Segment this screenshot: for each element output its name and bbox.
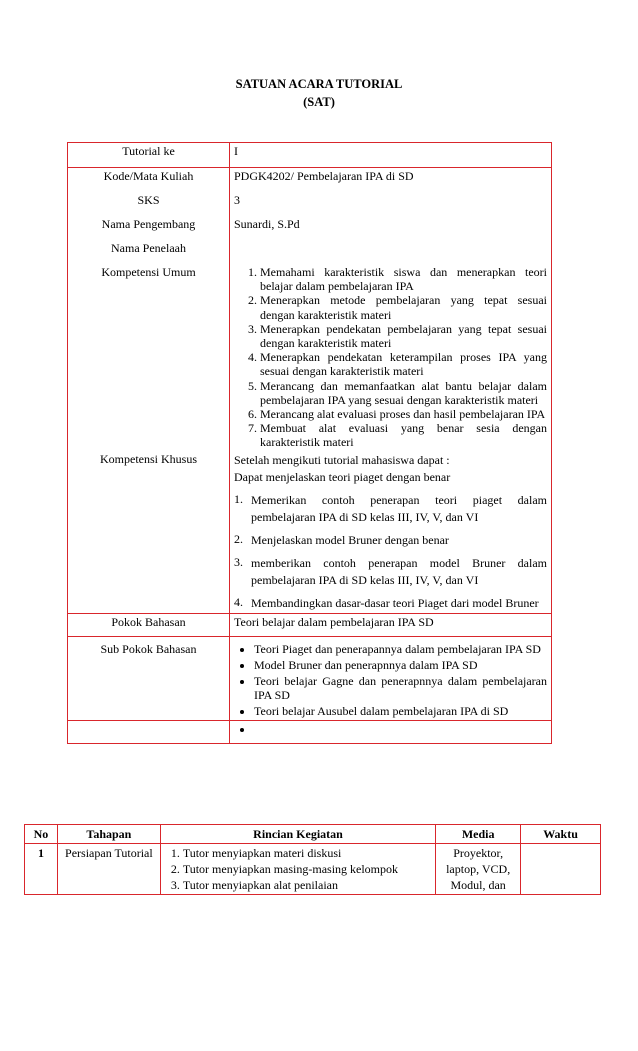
rincian-item: 1. Tutor menyiapkan materi diskusi xyxy=(183,845,431,861)
empty-bullet-cell xyxy=(230,720,552,743)
kompetensi-umum-item: 1. Memahami karakteristik siswa dan menerapkan teori belajar dalam pembelajaran IPA xyxy=(260,265,547,293)
row-rincian xyxy=(160,844,435,895)
item-text: Menjelaskan model Bruner dengan benar xyxy=(251,532,449,547)
empty-bullet-list xyxy=(234,722,547,736)
row-no: 1 xyxy=(25,844,58,895)
rincian-item: 2. Tutor menyiapkan masing-masing kelompok xyxy=(183,861,431,877)
kompetensi-khusus-item xyxy=(234,555,547,589)
empty-label-cell xyxy=(68,720,230,743)
row-sub-pokok-bahasan xyxy=(68,636,552,720)
pengembang-value: Sunardi, S.Pd xyxy=(230,216,552,240)
item-text: Membandingkan dasar-dasar teori Piaget dari model Bruner xyxy=(251,595,539,610)
row-tutorial xyxy=(68,143,552,168)
sks-value: 3 xyxy=(230,192,552,216)
header-waktu: Waktu xyxy=(521,825,601,844)
sub-pokok-bahasan-content xyxy=(230,636,552,720)
kompetensi-khusus-item xyxy=(234,532,547,549)
kompetensi-umum-item: 2. Menerapkan metode pembelajaran yang tepat sesuai dengan karakteristik materi xyxy=(260,293,547,321)
item-number: 2. xyxy=(234,531,243,546)
item-number: 3. xyxy=(234,554,243,569)
activity-steps-table xyxy=(24,824,601,895)
row-penelaah xyxy=(68,240,552,264)
row-pengembang xyxy=(68,216,552,240)
row-empty xyxy=(68,720,552,743)
sks-label: SKS xyxy=(68,192,230,216)
empty-bullet xyxy=(254,722,547,736)
tutorial-value: I xyxy=(230,143,552,168)
tutorial-label: Tutorial ke xyxy=(68,143,230,168)
document-subtitle: (SAT) xyxy=(303,95,335,109)
row-pokok-bahasan xyxy=(68,613,552,636)
sub-pokok-bahasan-label: Sub Pokok Bahasan xyxy=(68,636,230,720)
kompetensi-khusus-item xyxy=(234,595,547,612)
row-kompetensi-umum xyxy=(68,264,552,451)
row-kode xyxy=(68,168,552,193)
header-tahapan: Tahapan xyxy=(57,825,160,844)
rincian-item: 3. Tutor menyiapkan alat penilaian xyxy=(183,877,431,893)
kompetensi-khusus-intro: Setelah mengikuti tutorial mahasiswa dapat : xyxy=(234,452,450,467)
rincian-list xyxy=(165,845,431,893)
penelaah-value xyxy=(230,240,552,264)
row-sks xyxy=(68,192,552,216)
item-text: memberikan contoh penerapan model Bruner dalam pembelajaran IPA di SD kelas III, IV, V, dan VI xyxy=(251,555,547,587)
kompetensi-umum-item: 7. Membuat alat evaluasi yang benar sesia dengan karakteristik materi xyxy=(260,421,547,449)
sub-pokok-item: • Model Bruner dan penerapnnya dalam IPA SD xyxy=(254,658,547,672)
header-rincian: Rincian Kegiatan xyxy=(160,825,435,844)
kompetensi-umum-item: 3. Menerapkan pendekatan pembelajaran yang tepat sesuai dengan karakteristik materi xyxy=(260,322,547,350)
document-title: SATUAN ACARA TUTORIAL xyxy=(235,77,403,91)
kompetensi-umum-list xyxy=(234,265,547,450)
kompetensi-umum-content xyxy=(230,264,552,451)
sub-pokok-item: • Teori belajar Gagne dan penerapnnya dalam pembelajaran IPA SD xyxy=(254,674,547,702)
kompetensi-umum-item: 4. Menerapkan pendekatan keterampilan proses IPA yang sesuai dengan karakteristik materi xyxy=(260,350,547,378)
item-number: 4. xyxy=(234,594,243,609)
pengembang-label: Nama Pengembang xyxy=(68,216,230,240)
sub-pokok-item: • Teori belajar Ausubel dalam pembelajaran IPA di SD xyxy=(254,704,547,718)
kompetensi-khusus-item xyxy=(234,492,547,526)
row-waktu xyxy=(521,844,601,895)
kompetensi-khusus-intro-2: Dapat menjelaskan teori piaget dengan benar xyxy=(234,469,451,484)
table-row xyxy=(25,844,601,895)
sat-info-table xyxy=(67,142,552,744)
row-tahapan: Persiapan Tutorial xyxy=(57,844,160,895)
kompetensi-khusus-list xyxy=(234,492,547,612)
pokok-bahasan-value: Teori belajar dalam pembelajaran IPA SD xyxy=(230,613,552,636)
row-media: Proyektor, laptop, VCD, Modul, dan xyxy=(436,844,521,895)
header-no: No xyxy=(25,825,58,844)
item-text: Memerikan contoh penerapan teori piaget dalam pembelajaran IPA di SD kelas III, IV, V, dan VI xyxy=(251,492,547,524)
steps-header-row xyxy=(25,825,601,844)
kompetensi-khusus-label: Kompetensi Khusus xyxy=(68,451,230,614)
pokok-bahasan-label: Pokok Bahasan xyxy=(68,613,230,636)
kode-label: Kode/Mata Kuliah xyxy=(68,168,230,193)
kompetensi-umum-label: Kompetensi Umum xyxy=(68,264,230,451)
header-media: Media xyxy=(436,825,521,844)
item-number: 1. xyxy=(234,491,243,506)
penelaah-label: Nama Penelaah xyxy=(68,240,230,264)
kompetensi-khusus-content xyxy=(230,451,552,614)
sub-pokok-bahasan-list xyxy=(234,642,547,719)
row-kompetensi-khusus xyxy=(68,451,552,614)
kompetensi-umum-item: 6. Merancang alat evaluasi proses dan hasil pembelajaran IPA xyxy=(260,407,547,421)
kompetensi-umum-item: 5. Merancang dan memanfaatkan alat bantu belajar dalam pembelajaran IPA yang sesuai dengan karakteristik materi xyxy=(260,379,547,407)
sub-pokok-item: • Teori Piaget dan penerapannya dalam pembelajaran IPA SD xyxy=(254,642,547,656)
kode-value: PDGK4202/ Pembelajaran IPA di SD xyxy=(230,168,552,193)
